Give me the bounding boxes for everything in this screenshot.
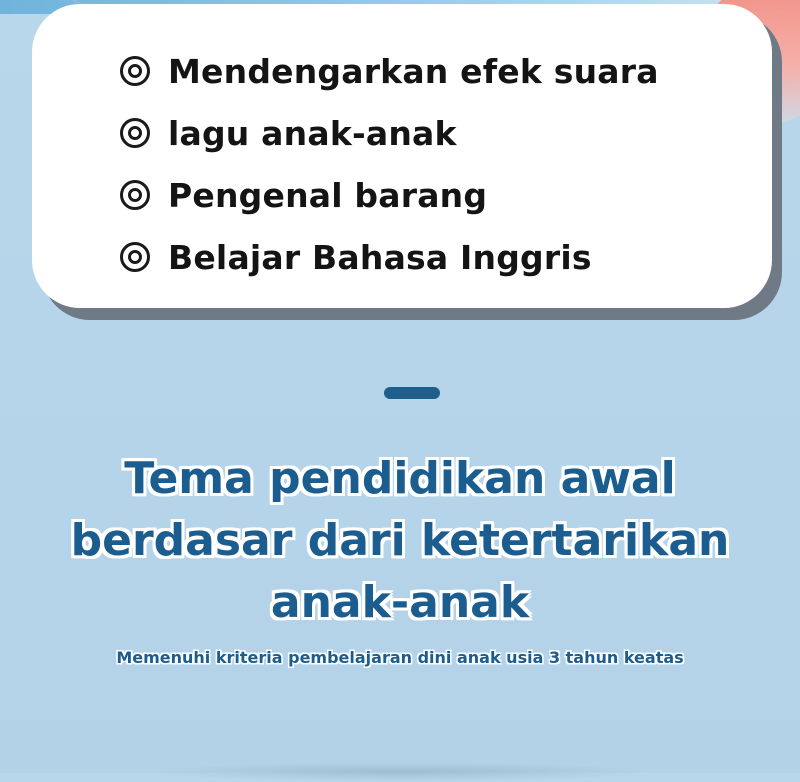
double-ring-icon xyxy=(120,242,150,272)
headline xyxy=(0,448,800,634)
feature-label: lagu anak-anak xyxy=(168,113,457,153)
feature-label: Pengenal barang xyxy=(168,175,488,215)
feature-list xyxy=(120,40,659,288)
double-ring-icon xyxy=(120,56,150,86)
feature-item xyxy=(120,102,659,164)
feature-item xyxy=(120,40,659,102)
headline-line: anak-anak xyxy=(270,577,530,628)
headline-line: Tema pendidikan awal xyxy=(124,453,676,504)
subline: Memenuhi kriteria pembelajaran dini anak usia 3 tahun keatas xyxy=(116,648,684,667)
feature-item xyxy=(120,226,659,288)
double-ring-icon xyxy=(120,180,150,210)
feature-label: Mendengarkan efek suara xyxy=(168,51,659,91)
feature-card xyxy=(32,4,772,308)
bottom-glow xyxy=(150,762,650,782)
section-divider xyxy=(384,387,440,399)
feature-item xyxy=(120,164,659,226)
headline-line: berdasar dari ketertarikan xyxy=(70,515,730,566)
double-ring-icon xyxy=(120,118,150,148)
feature-label: Belajar Bahasa Inggris xyxy=(168,237,592,277)
